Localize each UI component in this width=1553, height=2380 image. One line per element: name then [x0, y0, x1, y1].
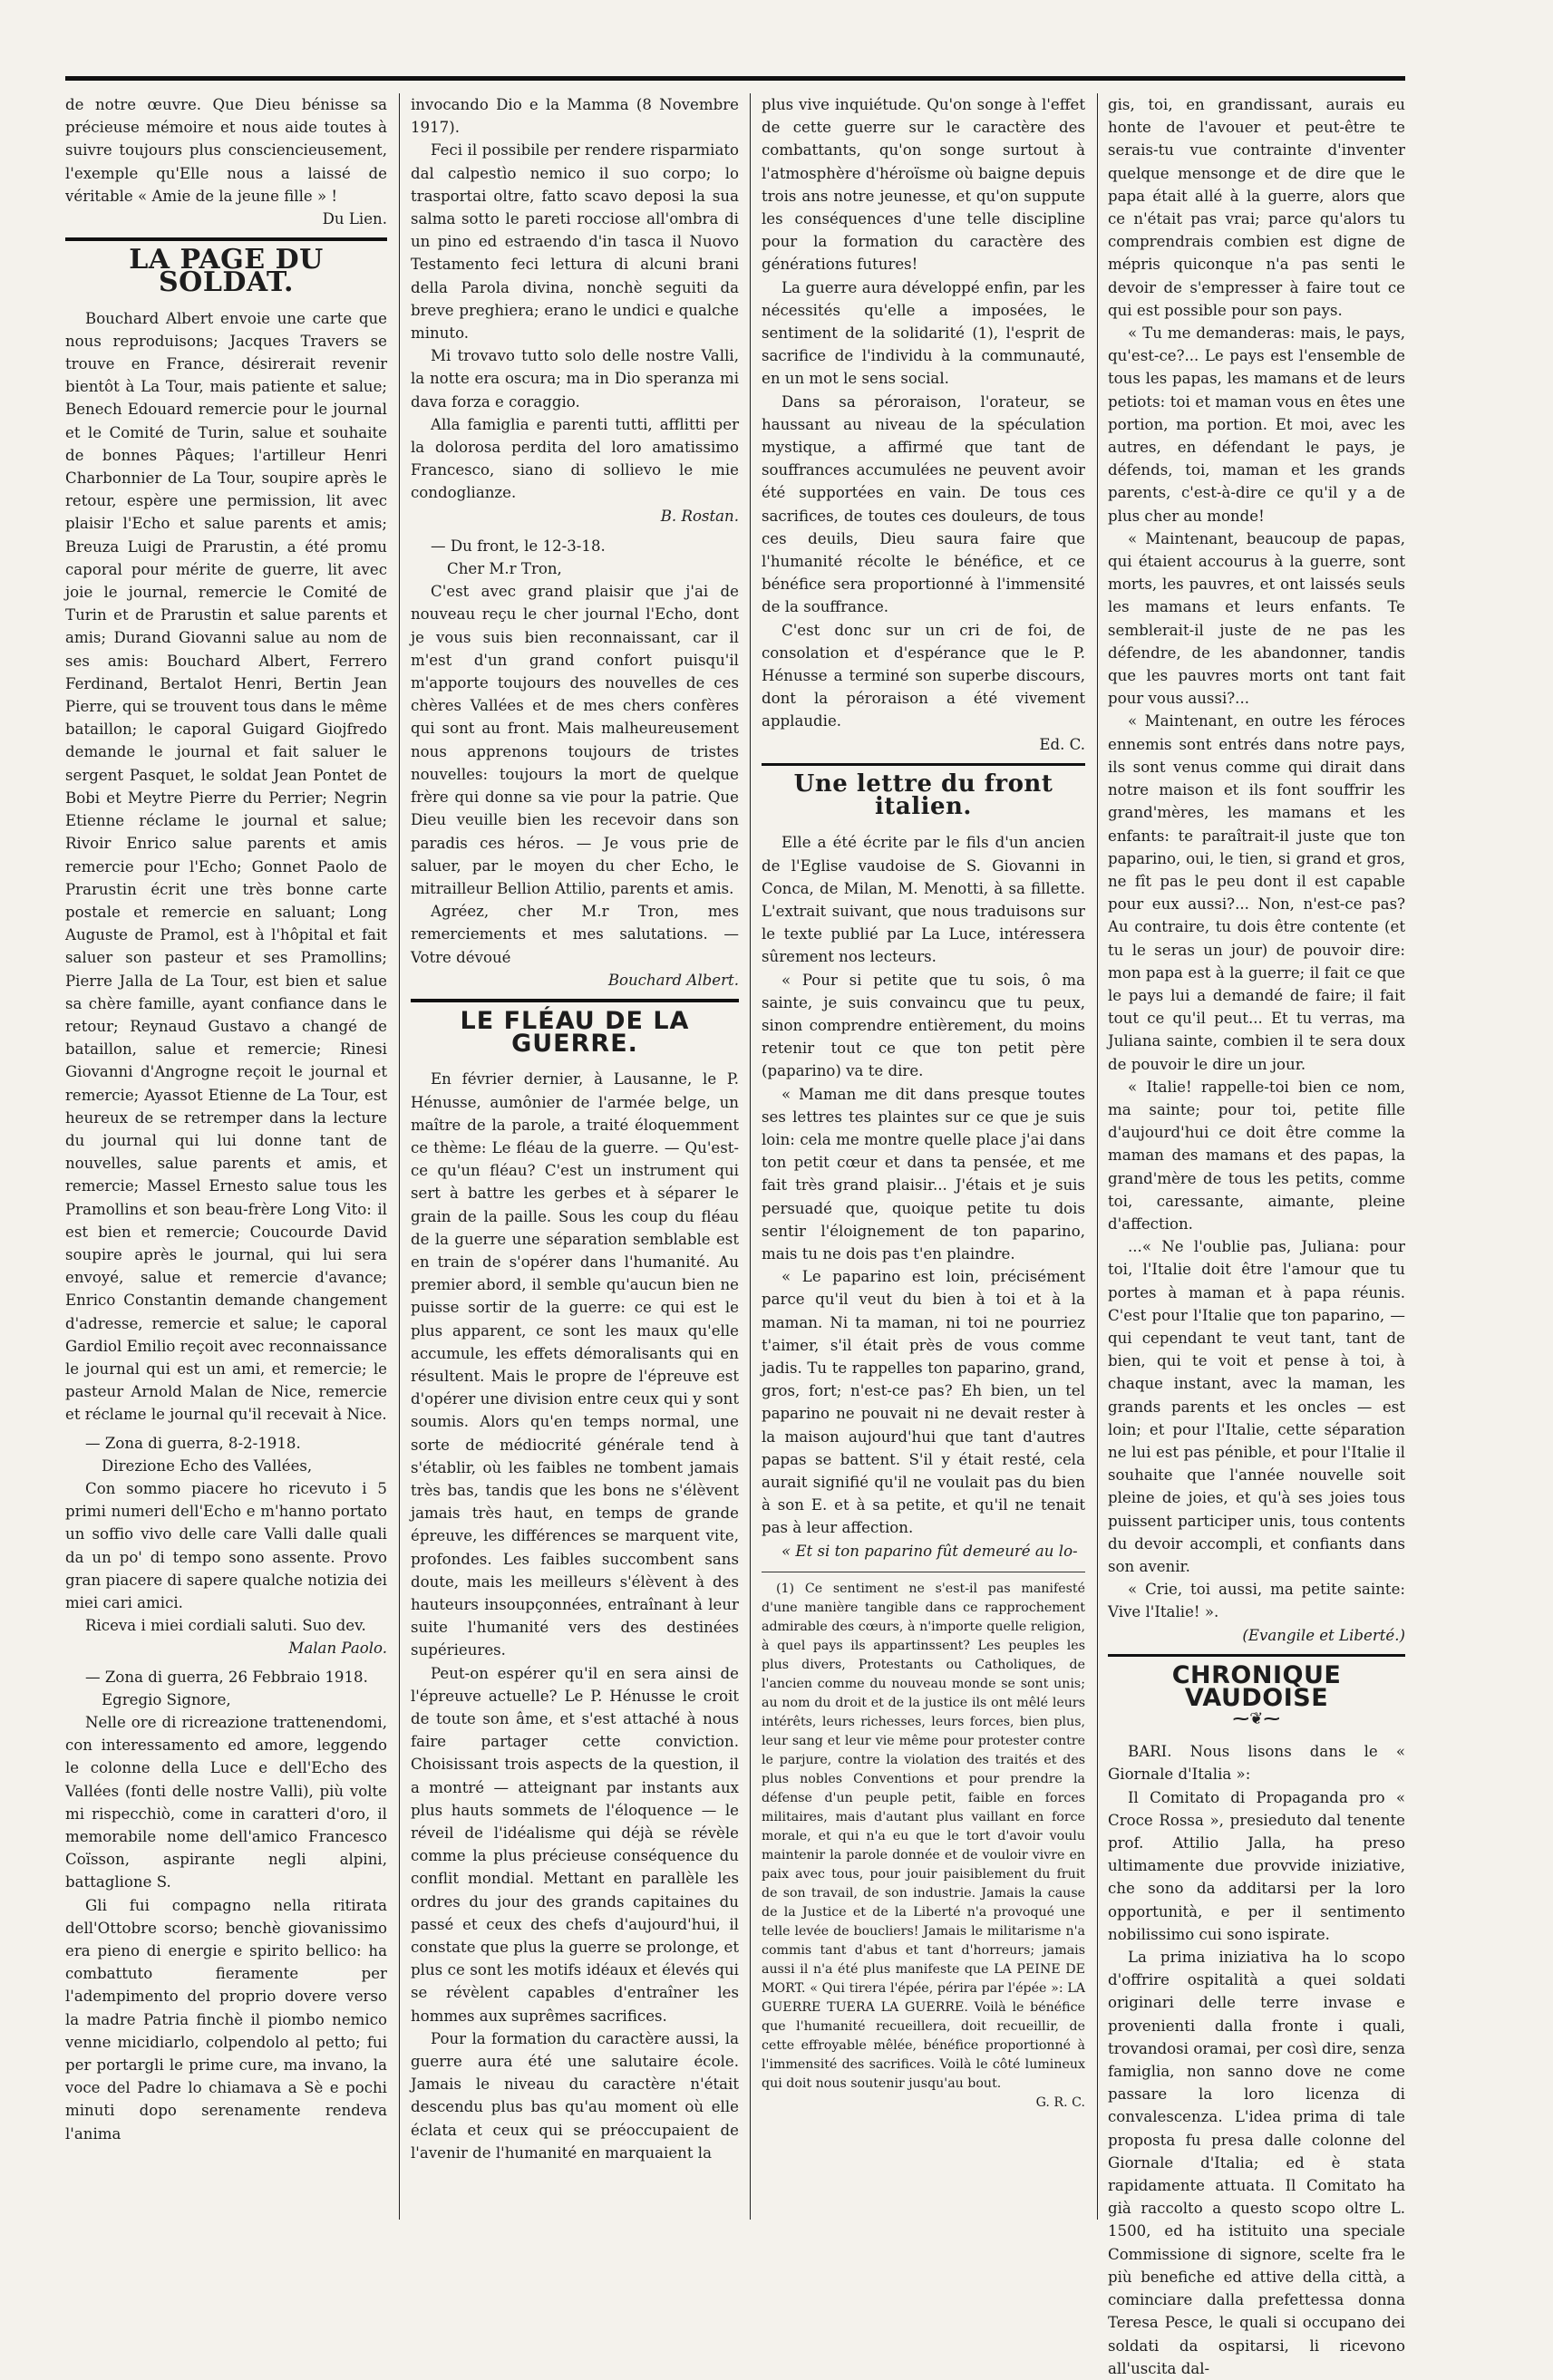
- bari-paragraph-1: BARI. Nous lisons dans le « Giornale d'Italia »:: [1108, 1743, 1405, 1784]
- fleau-paragraph-1: En février dernier, à Lausanne, le P. Hénusse, aumônier de l'armée belge, un maître de la parole, a traité éloquemment ce thème: Le fléau de la guerre. — Qu'est-ce qu'un fléau? C'est un instrument qui sert à battre les gerbes et à séparer le grain de la paille. Sous les coup du fléau de la guerre une séparation semblable est en train de s'opérer dans l'humanité. Au premier abord, il semble qu'aucun bien ne puisse sortir de la guerre: ce qui est le plus apparent, ce sont les maux qu'elle accumule, les effets démoralisants qui en résultent. Mais le propre de l'épreuve est d'opérer une division entre ceux qui y sont soumis. Alors qu'en temps normal, une sorte de médiocrité générale tend à s'établir, où les faibles ne tombent jamais très bas, tandis que les bons ne s'élèvent jamais très haut, en temps de grande épreuve, les différences se marquent vite, profondes. Les faibles succombent sans doute, mais les meilleurs s'élèvent à des hauteurs insoupçonnées, entraînant à leur suite l'humanité vers des destinées supérieures.: [411, 1070, 739, 1659]
- front-letter-salutation: Cher M.r Tron,: [447, 560, 562, 578]
- footnote-signature: G. R. C.: [1035, 2095, 1085, 2110]
- letter1-salutation: Direzione Echo des Vallées,: [102, 1456, 313, 1475]
- column-2: [411, 93, 739, 2220]
- soldat-paragraph: Bouchard Albert envoie une carte que nous reproduisons; Jacques Travers se trouve en France, désirerait revenir bientôt à La Tour, mais patiente et salue; Benech Edouard remercie pour le journal et le Comité de Turin, salue et souhaite de bonnes Pâques; l'artilleur Henri Charbonnier de La Tour, soupire après le retour, espère une permission, lit avec plaisir l'Echo et salue parents et amis; Breuza Luigi de Prarustin, a été promu caporal pour mérite de guerre, lit avec joie le journal, remercie le Comité de Turin et de Prarustin et salue parents et amis; Durand Giovanni salue au nom de ses amis: Bouchard Albert, Ferrero Ferdinand, Bertalot Henri, Bertin Jean Pierre, qui se trouvent tous dans le même bataillon; le caporal Guigard Giojfredo demande le journal et fait saluer le sergent Pasquet, le soldat Jean Pontet de Bobi et Meytre Pierre du Perrier; Negrin Etienne réclame le journal et salue; Rivoir Enrico salue parents et amis remercie pour l'Echo; Gonnet Paolo de Prarustin écrit une très bonne carte postale et remercie en saluant; Long Auguste de Pramol, est à l'hôpital et fait saluer son pasteur et ses Pramollins; Pierre Jalla de La Tour, est bien et salue sa chère famille, ayant confiance dans le retour; Reynaud Gustavo a changé de bataillon, salue et remercie; Rinesi Giovanni d'Angrogne reçoit le journal et remercie; Ayassot Etienne de La Tour, est heureux de se retremper dans la lecture du journal qui lui donne tant de nouvelles, salue parents et amis, et remercie; Massel Ernesto salue tous les Pramollins et son beau-frère Long Vito: il est bien et remercie; Coucourde David soupire après le journal, qui lui sera envoyé, salue et remercie d'avance; Enrico Constantin demande changement d'adresse, remercie et salue; le caporal Gardiol Emilio reçoit avec reconnaissance le journal qui est un ami, et remercie; le pasteur Arnold Malan de Nice, remercie et réclame le journal qu'il recevait à Nice.: [65, 309, 387, 1424]
- letter2-place: — Zona di guerra, 26 Febbraio 1918.: [85, 1668, 368, 1686]
- lettre-paragraph-1: Elle a été écrite par le fils d'un ancien de l'Eglise vaudoise de S. Giovanni in Conca, de Milan, M. Menotti, à sa fillette. L'extrait suivant, que nous traduisons sur le texte publié par La Luce, intéressera sûrement nos lecteurs.: [762, 834, 1085, 966]
- column-divider: [1097, 93, 1098, 2220]
- lettre-continued-3: « Maintenant, beaucoup de papas, qui étaient accourus à la guerre, sont morts, les pauvres, et ont laissés seuls les mamans et leurs enfants. Te semblerait-il juste de ne pas les défendre, de les abandonner, tandis que les pauvres morts ont tant fait pour vous aussi?...: [1108, 529, 1405, 708]
- letter1-signature: Malan Paolo.: [288, 1640, 387, 1658]
- letter2-paragraph-3: Feci il possibile per rendere risparmiato dal calpestìo nemico il suo corpo; lo trasportai oltre, fatto scavo deposi la sua salma sotto le pareti rocciose all'ombra di un pino ed estraendo d'in tasca il Nuovo Testamento feci lettura di alcuni brani della Parola divina, nonchè seguiti da breve preghiera; erano le undici e qualche minuto.: [411, 141, 739, 343]
- column-1: [65, 93, 387, 2220]
- footnote: [762, 1572, 1085, 2113]
- letter2-paragraph-5: Alla famiglia e parenti tutti, afflitti per la dolorosa perdita del loro amatissimo Francesco, siano di sollievo le mie condoglianze.: [411, 415, 739, 502]
- lettre-paragraph-5: « Et si ton paparino fût demeuré au lo-: [781, 1542, 1078, 1560]
- letter2-paragraph-1: Nelle ore di ricreazione trattenendomi, con interessamento ed amore, leggendo le colonne della Luce e dell'Echo des Vallées (fonti delle nostre Valli), più volte mi rispecchiò, come in caratteri d'oro, il memorabile nome dell'amico Francesco Coïsson, aspirante negli alpini, battaglione S.: [65, 1714, 387, 1891]
- footnote-text: (1) Ce sentiment ne s'est-il pas manifesté d'une manière tangible dans ce rapprochement admirable des cœurs, à n'importe quelle religion, à quel pays ils appartinssent? Les peuples les plus divers, Protestants ou Catholiques, de l'ancien comme du nouveau monde se sont unis; au nom du droit et de la justice ils ont mêlé leurs intérêts, leurs richesses, leurs forces, bien plus, leur sang et leur vie même pour protester contre le parjure, contre la violation des traités et des plus nobles Conventions et pour prendre la défense d'un peuple petit, faible en forces militaires, mais d'autant plus vaillant en force morale, et qui n'a eu que le tort d'avoir voulu maintenir la parole donnée et de vouloir vivre en paix avec tous, pour jouir paisiblement du fruit de son travail, de son industrie. Jamais la cause de la Justice et de la Liberté n'a provoqué une telle levée de boucliers! Jamais le militarisme n'a commis tant d'abus et tant d'horreurs; jamais aussi il n'a été plus manifeste que LA PEINE DE MORT. « Qui tirera l'épée, périra par l'épée »: LA GUERRE TUERA LA GUERRE. Voilà le bénéfice que l'humanité recueillera, doit recueillir, de cette effroyable mêlée, bénéfice proportionné à l'immensité des sacrifices. Voilà le côté lumineux qui doit nous soutenir jusqu'au bout.: [762, 1581, 1085, 2091]
- chronique-title: CHRONIQUE VAUDOISE: [1171, 1660, 1342, 1713]
- ornament-divider-icon: ⁓❦⁓: [1232, 1709, 1281, 1729]
- chronique-heading: [1108, 1654, 1405, 1733]
- fleau-continued-4: C'est donc sur un cri de foi, de consolation et d'espérance que le P. Hénusse a terminé son superbe discours, dont la péroraison a été vivement applaudie.: [762, 621, 1085, 730]
- lettre-heading: Une lettre du front italien.: [762, 763, 1085, 824]
- fleau-heading: LE FLÉAU DE LA GUERRE.: [411, 999, 739, 1060]
- letter2-salutation: Egregio Signore,: [102, 1690, 231, 1708]
- letter2-paragraph-2: Gli fui compagno nella ritirata dell'Ottobre scorso; benchè giovanissimo era pieno di energie e spirito bellico: ha combattuto fieramente per l'adempimento del proprio dovere verso la madre Patria finchè il piombo nemico venne micidiarlo, colpendolo al petto; fui per portargli le prime cure, ma invano, la voce del Padre lo chiamava a Sè e pochi minuti dopo serenamente rendeva l'anima: [65, 1896, 387, 2143]
- newspaper-page: [65, 76, 1405, 2377]
- column-divider: [750, 93, 751, 2220]
- front-letter-signature: Bouchard Albert.: [607, 971, 739, 989]
- fleau-continued-2: La guerre aura développé enfin, par les nécessités qu'elle a imposées, le sentiment de la solidarité (1), l'esprit de sacrifice de l'individu à la communauté, en un mot le sens social.: [762, 278, 1085, 388]
- letter1-place: — Zona di guerra, 8-2-1918.: [85, 1434, 301, 1452]
- soldat-heading: LA PAGE DU SOLDAT.: [65, 237, 387, 299]
- bari-paragraph-3: La prima iniziativa ha lo scopo d'offrire ospitalità a quei soldati originari delle terre invase e provenienti dalla fronte i quali, trovandosi oramai, per così dire, senza famiglia, non sanno dove ne come passare la loro licenza di convalescenza. L'idea prima di tale proposta fu presa dalle colonne del Giornale d'Italia; ed è stata rapidamente attuata. Il Comitato ha già raccolto a questo scopo oltre L. 1500, ed ha istituito una speciale Commissione di signore, scelte fra le più benefiche ed attive della città, a cominciare dalla prefettessa donna Teresa Pesce, le quali si occupano dei soldati da ospitarsi, li ricevono all'uscita dal-: [1108, 1949, 1405, 2377]
- lettre-continued-4: « Maintenant, en outre les féroces ennemis sont entrés dans notre pays, ils sont venus comme qui dirait dans notre maison et ils font souffrir les grand'mères, les mamans et les enfants: te paraîtrait-il juste que ton paparino, oui, le tien, si grand et gros, ne fît pas le peu dont il est capable pour eux aussi?... Non, n'est-ce pas? Au contraire, tu dois être contente (et tu le seras un jour) de pouvoir dire: mon papa est à la guerre; il fait ce que le pays lui a demandé de faire; il fait tout ce qu'il peut... Et tu verras, ma Juliana sainte, combien il te sera doux de pouvoir le dire un jour.: [1108, 712, 1405, 1073]
- lettre-continued-5: « Italie! rappelle-toi bien ce nom, ma sainte; pour toi, petite fille d'aujourd'hui ce doit être comme la maman des mamans et des papas, la grand'mère de tous les petits, comme toi, caressante, aimante, pleine d'affection.: [1108, 1078, 1405, 1233]
- column-3: [762, 93, 1085, 2220]
- fleau-paragraph-2: Peut-on espérer qu'il en sera ainsi de l'épreuve actuelle? Le P. Hénusse le croit de toute son âme, et s'est attaché à nous faire partager cette conviction. Choisissant trois aspects de la question, il a montré — atteignant par instants aux plus hauts sommets de l'éloquence — le réveil de l'idéalisme qui déjà se révèle comme la plus précieuse conséquence du conflit mondial. Mettant en parallèle les ordres du jour des grands capitaines du passé et ceux des chefs d'aujourd'hui, il constate que plus la guerre se prolonge, et plus ce sont les motifs idéaux et élevés qui se révèlent capables d'entraîner les hommes aux suprêmes sacrifices.: [411, 1664, 739, 2025]
- lettre-paragraph-2: « Pour si petite que tu sois, ô ma sainte, je suis convaincu que tu peux, sinon comprendre entièrement, du moins retenir tout ce que ton petit père (paparino) va te dire.: [762, 971, 1085, 1080]
- lettre-continued-1: gis, toi, en grandissant, aurais eu honte de l'avouer et peut-être te serais-tu vue contrainte d'inventer quelque mensonge et de dire que le papa était allé à la guerre, alors que ce n'était pas vrai; parce qu'alors tu comprendrais combien est digne de mépris quiconque n'a pas senti le devoir de s'empresser à faire tout ce qui est possible pour son pays.: [1108, 96, 1405, 319]
- letter2-paragraph-4: Mi trovavo tutto solo delle nostre Valli, la notte era oscura; ma in Dio speranza mi dava forza e coraggio.: [411, 347, 739, 411]
- lettre-paragraph-3: « Maman me dit dans presque toutes ses lettres tes plaintes sur ce que je suis loin: cela me montre quelle place j'ai dans ton petit cœur et dans ta pensée, et me fait très grand plaisir... J'étais et je suis persuadé que, quoique petite tu dois sentir l'éloignement de ton paparino, mais tu ne dois pas t'en plaindre.: [762, 1085, 1085, 1263]
- lettre-source: (Evangile et Liberté.): [1242, 1626, 1405, 1644]
- fleau-paragraph-3: Pour la formation du caractère aussi, la guerre aura été une salutaire école. Jamais le niveau du caractère n'était descendu plus bas qu'au moment où elle éclata et ceux qui se préoccupaient de l'avenir de l'humanité en marquaient la: [411, 2029, 739, 2162]
- letter2-signature: B. Rostan.: [660, 507, 739, 525]
- front-letter-closing: Agréez, cher M.r Tron, mes remerciements et mes salutations. — Votre dévoué: [411, 903, 739, 966]
- fleau-continued-3: Dans sa péroraison, l'orateur, se haussant au niveau de la spéculation mystique, a affirmé que tant de souffrances accumulées ne peuvent avoir été supportées en vain. De tous ces sacrifices, de toutes ces douleurs, de tous ces deuils, Dieu saura faire que l'humanité récolte le bénéfice, et ce bénéfice sera proportionné à l'immensité de la souffrance.: [762, 392, 1085, 616]
- lettre-continued-7: « Crie, toi aussi, ma petite sainte: Vive l'Italie! ».: [1108, 1581, 1405, 1621]
- letter1-body: Con sommo piacere ho ricevuto i 5 primi numeri dell'Echo e m'hanno portato un soffio vivo delle care Valli dalle quali da un po' di tempo sono assente. Provo gran piacere di sapere qualche notizia dei miei cari amici.: [65, 1479, 387, 1611]
- fleau-signature: Ed. C.: [1039, 735, 1085, 753]
- bari-paragraph-2: Il Comitato di Propaganda pro « Croce Rossa », presieduto dal tenente prof. Attilio Jalla, ha preso ultimamente due provvide iniziative, che sono da additarsi per la loro opportunità, e per il sentimento nobilissimo cui sono ispirate.: [1108, 1788, 1405, 1943]
- lettre-paragraph-4: « Le paparino est loin, précisément parce qu'il veut du bien à toi et à la maman. Ni ta maman, ni toi ne pourriez t'aimer, s'il était près de vous comme jadis. Tu te rappelles ton paparino, grand, gros, fort; n'est-ce pas? Eh bien, un tel paparino ne pouvait ni ne devait rester à la maison aujourd'hui que tant d'autres papas se battent. S'il y était resté, cela aurait signifié qu'il ne voulait pas du bien à son E. et à sa petite, et qu'il ne tenait pas à leur affection.: [762, 1268, 1085, 1537]
- lettre-continued-6: ...« Ne l'oublie pas, Juliana: pour toi, l'Italie doit être l'amour que tu portes à maman et à papa réunis. C'est pour l'Italie que ton paparino, — qui cependant te veut tant, tant de bien, qui te voit et pense à toi, à chaque instant, avec la maman, les grands parents et les oncles — est loin; et pour l'Italie, cette séparation ne lui est pas pénible, et pour l'Italie il souhaite que l'année nouvelle soit pleine de joies, et qu'à ses joies tous puissent participer unis, tous contents du devoir accompli, et confiants dans son avenir.: [1108, 1238, 1405, 1575]
- column-4: [1108, 93, 1405, 2377]
- fleau-continued-1: plus vive inquiétude. Qu'on songe à l'effet de cette guerre sur le caractère des combattants, qu'on songe surtout à l'atmosphère d'héroïsme où baigne depuis trois ans notre jeunesse, et qu'on suppute les conséquences d'une telle discipline pour la formation du caractère des générations futures!: [762, 96, 1085, 274]
- intro-text: de notre œuvre. Que Dieu bénisse sa précieuse mémoire et nous aide toutes à suivre toujours plus consciencieusement, l'exemple qu'Elle nous a laissé de véritable « Amie de la jeune fille » !: [65, 96, 387, 205]
- intro-signature: Du Lien.: [322, 210, 387, 228]
- front-letter-place: — Du front, le 12-3-18.: [431, 537, 606, 555]
- column-divider: [399, 93, 400, 2220]
- letter2-continued: invocando Dio e la Mamma (8 Novembre 1917).: [411, 96, 739, 137]
- lettre-continued-2: « Tu me demanderas: mais, le pays, qu'est-ce?... Le pays est l'ensemble de tous les papas, les mamans et de leurs petiots: toi et maman vous en êtes une portion, ma portion. Et moi, avec les autres, en défendant le pays, je défends, toi, maman et les grands parents, c'est-à-dire ce qu'il y a de plus cher au monde!: [1108, 324, 1405, 525]
- letter1-closing: Riceva i miei cordiali saluti. Suo dev.: [85, 1617, 366, 1635]
- front-letter-body: C'est avec grand plaisir que j'ai de nouveau reçu le cher journal l'Echo, dont je vous suis bien reconnaissant, car il m'est d'un grand confort puisqu'il m'apporte toujours des nouvelles de ces chères Vallées et de mes chers confères qui sont au front. Mais malheureusement nous apprenons toujours de tristes nouvelles: toujours la mort de quelque frère qui donne sa vie pour la patrie. Que Dieu veuille bien les recevoir dans son paradis ces héros. — Je vous prie de saluer, par le moyen du cher Echo, le mitrailleur Bellion Attilio, parents et amis.: [411, 583, 739, 897]
